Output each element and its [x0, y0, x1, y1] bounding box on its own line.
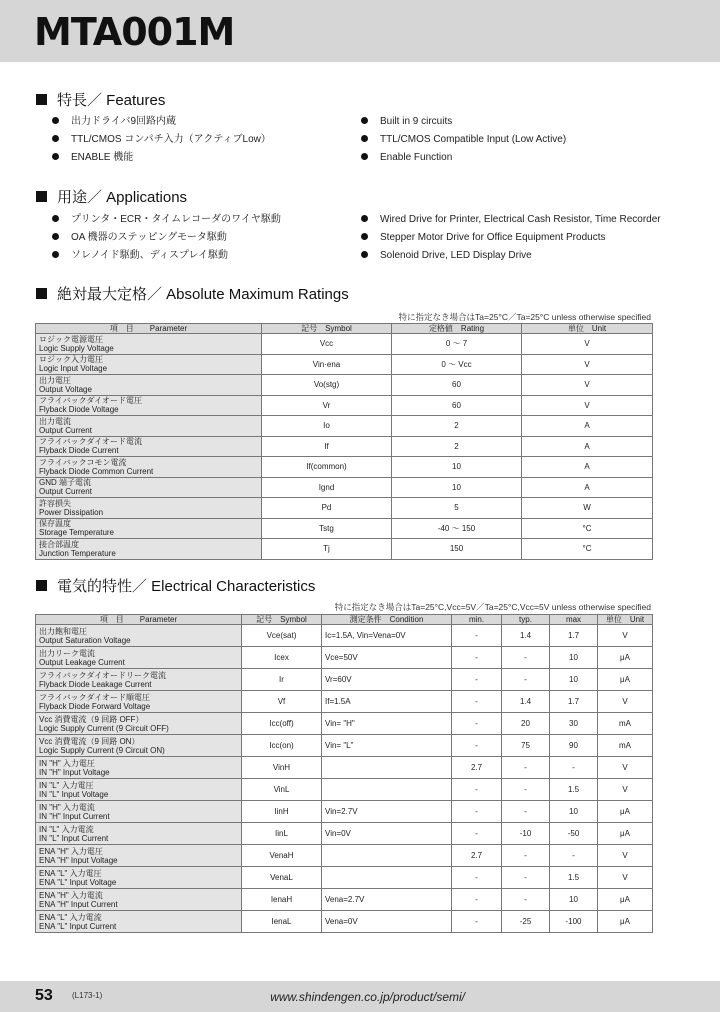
bullet-icon: [52, 153, 59, 160]
bullet-icon: [361, 215, 368, 222]
parameter-jp: ロジック電源電圧: [39, 334, 103, 344]
symbol-cell: IenaH: [242, 889, 322, 911]
unit-cell: μA: [598, 647, 653, 669]
bullet-icon: [361, 153, 368, 160]
page-title: MTA001M: [34, 10, 235, 54]
rating-cell: 10: [392, 477, 522, 498]
parameter-cell: [36, 416, 262, 437]
symbol-cell: Vcc: [262, 334, 392, 355]
rating-cell: 2: [392, 436, 522, 457]
unit-cell: μA: [598, 823, 653, 845]
list-item: プリンタ・ECR・タイムレコーダのワイヤ駆動: [52, 211, 281, 229]
typ-cell: -: [502, 845, 550, 867]
rating-cell: 60: [392, 395, 522, 416]
unit-cell: °C: [522, 539, 653, 560]
parameter-en: Flyback Diode Common Current: [39, 466, 154, 476]
parameter-cell: [36, 779, 242, 801]
unit-cell: V: [522, 334, 653, 355]
table-row: [36, 735, 653, 757]
parameter-jp: ENA "H" 入力電圧: [39, 846, 103, 856]
table-row: [36, 647, 653, 669]
parameter-cell: [36, 801, 242, 823]
bullet-icon: [361, 233, 368, 240]
parameter-en: ENA "L" Input Current: [39, 921, 117, 931]
document-code: (L173-1): [72, 991, 103, 1000]
unit-cell: V: [522, 395, 653, 416]
symbol-cell: IinH: [242, 801, 322, 823]
parameter-cell: [36, 518, 262, 539]
parameter-cell: [36, 625, 242, 647]
condition-cell: Vena=2.7V: [322, 889, 452, 911]
parameter-jp: IN "H" 入力電圧: [39, 758, 95, 768]
condition-cell: Vin=0V: [322, 823, 452, 845]
symbol-cell: Tstg: [262, 518, 392, 539]
table-row: [36, 539, 653, 560]
col-header-symbol: 記号 Symbol: [242, 615, 322, 625]
unit-cell: V: [598, 779, 653, 801]
typ-cell: -: [502, 889, 550, 911]
list-item: 出力ドライバ9回路内蔵: [52, 113, 271, 131]
bullet-icon: [52, 233, 59, 240]
condition-cell: [322, 867, 452, 889]
col-header-condition: 測定条件 Condition: [322, 615, 452, 625]
square-bullet-icon: [36, 288, 47, 299]
unit-cell: V: [598, 867, 653, 889]
features-heading-text: 特長／ Features: [57, 92, 166, 109]
symbol-cell: VenaL: [242, 867, 322, 889]
parameter-en: ENA "H" Input Current: [39, 899, 118, 909]
table-row: [36, 354, 653, 375]
max-cell: 90: [550, 735, 598, 757]
ratings-heading: [36, 283, 349, 304]
unit-cell: W: [522, 498, 653, 519]
unit-cell: μA: [598, 669, 653, 691]
parameter-jp: Vcc 消費電流（9 回路 OFF）: [39, 714, 144, 724]
table-row: [36, 911, 653, 933]
parameter-jp: ENA "L" 入力電流: [39, 912, 102, 922]
list-item: Solenoid Drive, LED Display Drive: [361, 247, 661, 265]
list-item: Wired Drive for Printer, Electrical Cash Resistor, Time Recorder: [361, 211, 661, 229]
electrical-note: 特に指定なき場合はTa=25°C,Vcc=5V／Ta=25°C,Vcc=5V unless otherwise specified: [334, 602, 651, 612]
parameter-en: Logic Supply Voltage: [39, 343, 114, 353]
unit-cell: A: [522, 457, 653, 478]
col-header-unit: 単位 Unit: [598, 615, 653, 625]
parameter-jp: 出力リーク電流: [39, 648, 95, 658]
min-cell: -: [452, 779, 502, 801]
typ-cell: -: [502, 669, 550, 691]
min-cell: 2.7: [452, 757, 502, 779]
parameter-jp: IN "H" 入力電流: [39, 802, 95, 812]
bullet-icon: [52, 135, 59, 142]
bullet-icon: [52, 215, 59, 222]
parameter-cell: [36, 395, 262, 416]
parameter-en: Output Saturation Voltage: [39, 635, 131, 645]
footer-url: www.shindengen.co.jp/product/semi/: [270, 990, 465, 1004]
min-cell: -: [452, 691, 502, 713]
symbol-cell: Ir: [242, 669, 322, 691]
condition-cell: Vin=2.7V: [322, 801, 452, 823]
parameter-cell: [36, 735, 242, 757]
table-header-row: [36, 324, 653, 334]
max-cell: -50: [550, 823, 598, 845]
list-item: TTL/CMOS コンパチ入力（アクティブLow）: [52, 131, 271, 149]
ratings-table: [35, 323, 653, 560]
min-cell: -: [452, 625, 502, 647]
list-item: ソレノイド駆動、ディスプレイ駆動: [52, 247, 281, 265]
list-item: TTL/CMOS Compatible Input (Low Active): [361, 131, 566, 149]
table-row: [36, 713, 653, 735]
unit-cell: V: [598, 757, 653, 779]
parameter-cell: [36, 457, 262, 478]
parameter-cell: [36, 647, 242, 669]
parameter-cell: [36, 823, 242, 845]
table-row: [36, 889, 653, 911]
parameter-en: IN "L" Input Current: [39, 833, 109, 843]
col-header-symbol: 記号 Symbol: [262, 324, 392, 334]
parameter-jp: 接合部温度: [39, 539, 79, 549]
bullet-icon: [52, 117, 59, 124]
max-cell: -100: [550, 911, 598, 933]
min-cell: 2.7: [452, 845, 502, 867]
col-header-max: max: [550, 615, 598, 625]
max-cell: 10: [550, 647, 598, 669]
max-cell: 10: [550, 801, 598, 823]
table-row: [36, 395, 653, 416]
parameter-cell: [36, 713, 242, 735]
rating-cell: 5: [392, 498, 522, 519]
typ-cell: -: [502, 801, 550, 823]
square-bullet-icon: [36, 94, 47, 105]
min-cell: -: [452, 713, 502, 735]
features-heading: [36, 89, 165, 110]
unit-cell: μA: [598, 889, 653, 911]
condition-cell: Vena=0V: [322, 911, 452, 933]
parameter-en: Flyback Diode Forward Voltage: [39, 701, 151, 711]
symbol-cell: If: [262, 436, 392, 457]
unit-cell: °C: [522, 518, 653, 539]
bullet-icon: [361, 135, 368, 142]
rating-cell: 60: [392, 375, 522, 396]
unit-cell: μA: [598, 911, 653, 933]
unit-cell: A: [522, 416, 653, 437]
min-cell: -: [452, 735, 502, 757]
min-cell: -: [452, 823, 502, 845]
table-row: [36, 669, 653, 691]
rating-cell: -40 ～ 150: [392, 518, 522, 539]
rating-cell: 0 ～ 7: [392, 334, 522, 355]
electrical-table: [35, 614, 653, 933]
unit-cell: V: [598, 845, 653, 867]
max-cell: -: [550, 757, 598, 779]
min-cell: -: [452, 867, 502, 889]
parameter-jp: 出力電流: [39, 416, 71, 426]
rating-cell: 0 ～ Vcc: [392, 354, 522, 375]
features-list-en: [361, 113, 566, 167]
parameter-jp: 出力飽和電圧: [39, 626, 87, 636]
symbol-cell: VinL: [242, 779, 322, 801]
typ-cell: -10: [502, 823, 550, 845]
parameter-cell: [36, 334, 262, 355]
typ-cell: 1.4: [502, 691, 550, 713]
condition-cell: Vr=60V: [322, 669, 452, 691]
rating-cell: 150: [392, 539, 522, 560]
col-header-typ: typ.: [502, 615, 550, 625]
table-row: [36, 757, 653, 779]
typ-cell: 20: [502, 713, 550, 735]
col-header-parameter: 項 目 Parameter: [36, 324, 262, 334]
list-item: Built in 9 circuits: [361, 113, 566, 131]
table-row: [36, 498, 653, 519]
ratings-note: 特に指定なき場合はTa=25°C／Ta=25°C unless otherwise specified: [398, 312, 651, 322]
table-row: [36, 845, 653, 867]
parameter-jp: IN "L" 入力電圧: [39, 780, 94, 790]
symbol-cell: VinH: [242, 757, 322, 779]
symbol-cell: Ignd: [262, 477, 392, 498]
parameter-cell: [36, 889, 242, 911]
symbol-cell: Vce(sat): [242, 625, 322, 647]
min-cell: -: [452, 647, 502, 669]
parameter-cell: [36, 354, 262, 375]
col-header-min: min.: [452, 615, 502, 625]
max-cell: 30: [550, 713, 598, 735]
col-header-rating: 定格値 Rating: [392, 324, 522, 334]
parameter-jp: GND 端子電流: [39, 478, 91, 488]
max-cell: 1.5: [550, 867, 598, 889]
col-header-parameter: 項 目 Parameter: [36, 615, 242, 625]
parameter-en: Flyback Diode Voltage: [39, 405, 119, 415]
parameter-en: Storage Temperature: [39, 528, 115, 538]
parameter-cell: [36, 436, 262, 457]
table-row: [36, 375, 653, 396]
parameter-en: IN "H" Input Current: [39, 811, 110, 821]
max-cell: 1.5: [550, 779, 598, 801]
typ-cell: -: [502, 779, 550, 801]
symbol-cell: Icc(on): [242, 735, 322, 757]
parameter-en: Output Current: [39, 487, 92, 497]
unit-cell: mA: [598, 735, 653, 757]
square-bullet-icon: [36, 191, 47, 202]
symbol-cell: Vf: [242, 691, 322, 713]
symbol-cell: Vr: [262, 395, 392, 416]
applications-list-jp: [52, 211, 281, 265]
bullet-icon: [361, 251, 368, 258]
condition-cell: If=1.5A: [322, 691, 452, 713]
unit-cell: V: [522, 354, 653, 375]
parameter-cell: [36, 669, 242, 691]
condition-cell: Vce=50V: [322, 647, 452, 669]
parameter-jp: 保存温度: [39, 519, 71, 529]
list-item: Enable Function: [361, 149, 566, 167]
max-cell: 10: [550, 889, 598, 911]
symbol-cell: IenaL: [242, 911, 322, 933]
parameter-en: IN "H" Input Voltage: [39, 767, 110, 777]
parameter-en: Flyback Diode Leakage Current: [39, 679, 152, 689]
typ-cell: 1.4: [502, 625, 550, 647]
unit-cell: A: [522, 436, 653, 457]
applications-heading: [36, 186, 187, 207]
min-cell: -: [452, 801, 502, 823]
condition-cell: [322, 845, 452, 867]
features-list-jp: [52, 113, 271, 167]
electrical-heading: [36, 575, 315, 596]
typ-cell: -: [502, 647, 550, 669]
parameter-cell: [36, 845, 242, 867]
parameter-en: Output Voltage: [39, 384, 92, 394]
parameter-jp: IN "L" 入力電流: [39, 824, 94, 834]
condition-cell: Ic=1.5A, Vin=Vena=0V: [322, 625, 452, 647]
parameter-cell: [36, 867, 242, 889]
parameter-jp: ENA "H" 入力電流: [39, 890, 103, 900]
col-header-unit: 単位 Unit: [522, 324, 653, 334]
parameter-en: Logic Supply Current (9 Circuit OFF): [39, 723, 169, 733]
parameter-en: Flyback Diode Current: [39, 446, 119, 456]
unit-cell: μA: [598, 801, 653, 823]
parameter-cell: [36, 477, 262, 498]
bullet-icon: [52, 251, 59, 258]
table-row: [36, 691, 653, 713]
max-cell: 1.7: [550, 691, 598, 713]
table-row: [36, 801, 653, 823]
square-bullet-icon: [36, 580, 47, 591]
list-item: OA 機器のステッピングモータ駆動: [52, 229, 281, 247]
electrical-heading-text: 電気的特性／ Electrical Characteristics: [57, 578, 316, 595]
parameter-jp: フライバックダイオード電圧: [39, 396, 143, 406]
symbol-cell: Icex: [242, 647, 322, 669]
max-cell: 1.7: [550, 625, 598, 647]
list-item: Stepper Motor Drive for Office Equipment Products: [361, 229, 661, 247]
condition-cell: [322, 779, 452, 801]
condition-cell: Vin= "H": [322, 713, 452, 735]
symbol-cell: Tj: [262, 539, 392, 560]
symbol-cell: If(common): [262, 457, 392, 478]
page-number: 53: [35, 987, 53, 1004]
parameter-en: Power Dissipation: [39, 507, 104, 517]
table-row: [36, 334, 653, 355]
parameter-cell: [36, 539, 262, 560]
parameter-jp: フライバックダイオード順電圧: [39, 692, 151, 702]
table-row: [36, 779, 653, 801]
table-row: [36, 457, 653, 478]
typ-cell: -25: [502, 911, 550, 933]
parameter-cell: [36, 757, 242, 779]
parameter-en: ENA "L" Input Voltage: [39, 877, 117, 887]
parameter-jp: フライバックダイオードリーク電流: [39, 670, 167, 680]
symbol-cell: Io: [262, 416, 392, 437]
symbol-cell: Vin·ena: [262, 354, 392, 375]
table-row: [36, 823, 653, 845]
parameter-en: ENA "H" Input Voltage: [39, 855, 118, 865]
symbol-cell: Pd: [262, 498, 392, 519]
parameter-en: Output Current: [39, 425, 92, 435]
parameter-jp: 出力電圧: [39, 375, 71, 385]
parameter-jp: ロジック入力電圧: [39, 355, 103, 365]
parameter-en: Logic Input Voltage: [39, 364, 108, 374]
parameter-en: Output Leakage Current: [39, 657, 125, 667]
parameter-cell: [36, 498, 262, 519]
parameter-jp: 許容損失: [39, 498, 71, 508]
parameter-en: Logic Supply Current (9 Circuit ON): [39, 745, 165, 755]
symbol-cell: Icc(off): [242, 713, 322, 735]
rating-cell: 2: [392, 416, 522, 437]
unit-cell: V: [598, 625, 653, 647]
ratings-heading-text: 絶対最大定格／ Absolute Maximum Ratings: [57, 286, 349, 303]
unit-cell: A: [522, 477, 653, 498]
typ-cell: -: [502, 757, 550, 779]
unit-cell: V: [598, 691, 653, 713]
max-cell: 10: [550, 669, 598, 691]
parameter-jp: フライバックコモン電流: [39, 457, 127, 467]
parameter-jp: Vcc 消費電流（9 回路 ON）: [39, 736, 140, 746]
table-header-row: [36, 615, 653, 625]
symbol-cell: Vo(stg): [262, 375, 392, 396]
parameter-cell: [36, 911, 242, 933]
parameter-en: IN "L" Input Voltage: [39, 789, 109, 799]
table-row: [36, 436, 653, 457]
typ-cell: 75: [502, 735, 550, 757]
min-cell: -: [452, 889, 502, 911]
condition-cell: [322, 757, 452, 779]
rating-cell: 10: [392, 457, 522, 478]
min-cell: -: [452, 669, 502, 691]
bullet-icon: [361, 117, 368, 124]
condition-cell: Vin= "L": [322, 735, 452, 757]
list-item: ENABLE 機能: [52, 149, 271, 167]
applications-list-en: [361, 211, 661, 265]
parameter-cell: [36, 375, 262, 396]
table-row: [36, 518, 653, 539]
table-row: [36, 416, 653, 437]
max-cell: -: [550, 845, 598, 867]
table-row: [36, 625, 653, 647]
min-cell: -: [452, 911, 502, 933]
parameter-jp: ENA "L" 入力電圧: [39, 868, 102, 878]
applications-heading-text: 用途／ Applications: [57, 189, 188, 206]
table-row: [36, 477, 653, 498]
table-row: [36, 867, 653, 889]
typ-cell: -: [502, 867, 550, 889]
unit-cell: mA: [598, 713, 653, 735]
symbol-cell: IinL: [242, 823, 322, 845]
parameter-jp: フライバックダイオード電流: [39, 437, 143, 447]
parameter-cell: [36, 691, 242, 713]
symbol-cell: VenaH: [242, 845, 322, 867]
parameter-en: Junction Temperature: [39, 548, 116, 558]
unit-cell: V: [522, 375, 653, 396]
